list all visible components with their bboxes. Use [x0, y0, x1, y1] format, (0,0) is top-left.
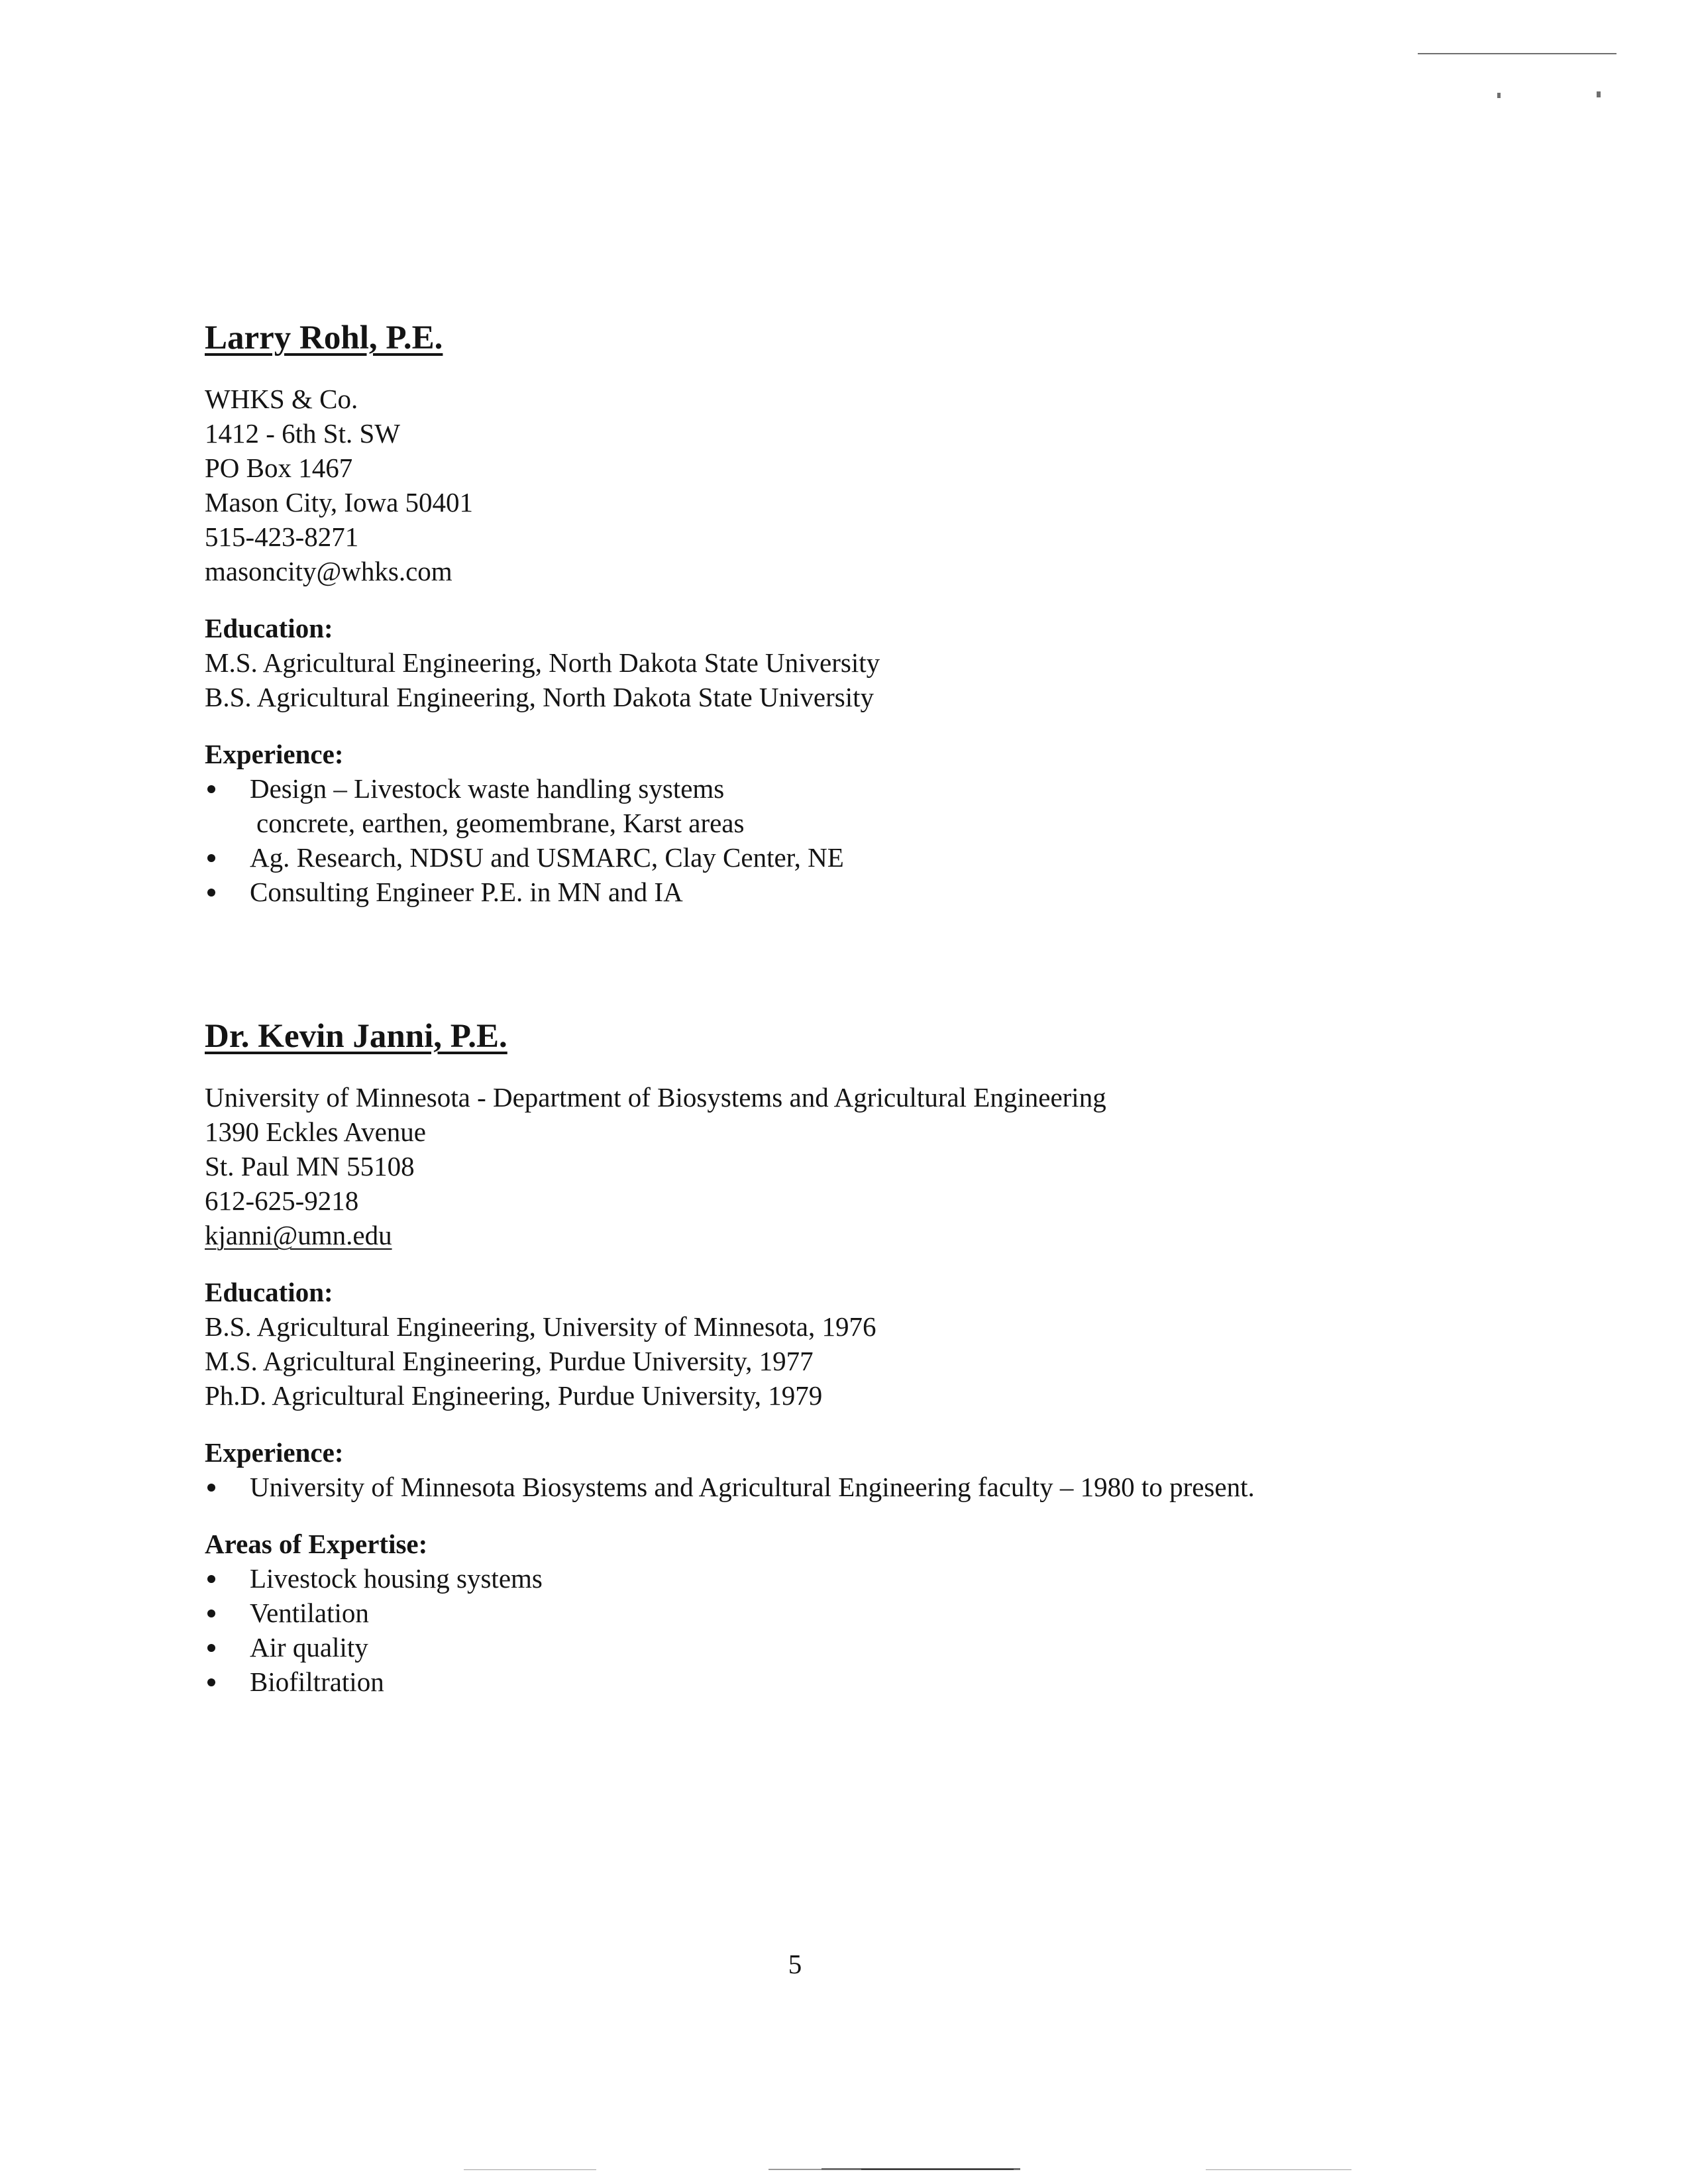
education-section: [205, 611, 1530, 714]
scan-artifact: [1597, 91, 1601, 97]
phone-number: 612-625-9218: [205, 1185, 359, 1216]
bullet-icon: [207, 1484, 215, 1492]
experience-text: Ag. Research, NDSU and USMARC, Clay Center, NE: [250, 842, 844, 873]
expertise-text: Ventilation: [250, 1598, 369, 1628]
profile-name: Larry Rohl, P.E.: [205, 319, 443, 356]
list-item: [205, 1596, 1530, 1630]
education-heading: Education:: [205, 1277, 333, 1307]
contact-block: [205, 1080, 1530, 1252]
po-box: PO Box 1467: [205, 453, 353, 483]
expertise-text: Livestock housing systems: [250, 1563, 543, 1594]
list-item: [205, 771, 1530, 840]
education-section: [205, 1275, 1530, 1413]
education-entry: M.S. Agricultural Engineering, North Dakota State University: [205, 647, 880, 678]
scan-artifact: [464, 2169, 596, 2170]
list-item: [205, 840, 1530, 875]
expertise-section: [205, 1527, 1530, 1699]
list-item: [205, 1630, 1530, 1665]
department-name: University of Minnesota - Department of Biosystems and Agricultural Engineering: [205, 1082, 1106, 1113]
list-item: [205, 1470, 1530, 1504]
profile-kevin-janni: [205, 1015, 1530, 1699]
list-item: [205, 875, 1530, 909]
expertise-text: Biofiltration: [250, 1666, 384, 1697]
education-heading: Education:: [205, 613, 333, 643]
education-entry: B.S. Agricultural Engineering, North Dakota State University: [205, 682, 874, 712]
bullet-icon: [207, 785, 215, 793]
city-state-zip: Mason City, Iowa 50401: [205, 487, 474, 518]
street-address: 1412 - 6th St. SW: [205, 418, 400, 449]
bullet-icon: [207, 889, 215, 897]
experience-section: [205, 1435, 1530, 1504]
education-entry: M.S. Agricultural Engineering, Purdue University, 1977: [205, 1346, 814, 1376]
experience-text: Consulting Engineer P.E. in MN and IA: [250, 877, 683, 907]
email-address: masoncity@whks.com: [205, 556, 452, 586]
contact-block: [205, 382, 1530, 588]
expertise-list: [205, 1561, 1530, 1699]
bullet-icon: [207, 1610, 215, 1617]
expertise-text: Air quality: [250, 1632, 368, 1663]
profile-name: Dr. Kevin Janni, P.E.: [205, 1018, 507, 1055]
experience-text: Design – Livestock waste handling systems: [250, 773, 725, 804]
city-state-zip: St. Paul MN 55108: [205, 1151, 415, 1181]
scan-artifact: [768, 2169, 822, 2170]
experience-list: [205, 1470, 1530, 1504]
scan-artifact: [1206, 2169, 1352, 2170]
scan-artifact: [1497, 93, 1501, 98]
experience-heading: Experience:: [205, 1437, 344, 1468]
page-number: 5: [788, 1949, 802, 1979]
list-item: [205, 1665, 1530, 1699]
education-entry: B.S. Agricultural Engineering, University of Minnesota, 1976: [205, 1311, 876, 1342]
education-entry: Ph.D. Agricultural Engineering, Purdue University, 1979: [205, 1380, 823, 1411]
experience-subtext: concrete, earthen, geomembrane, Karst areas: [256, 808, 745, 838]
experience-list: [205, 771, 1530, 909]
email-link[interactable]: kjanni@umn.edu: [205, 1220, 392, 1250]
list-item: [205, 1561, 1530, 1596]
expertise-heading: Areas of Expertise:: [205, 1529, 428, 1559]
bullet-icon: [207, 854, 215, 862]
street-address: 1390 Eckles Avenue: [205, 1117, 426, 1147]
experience-section: [205, 737, 1530, 909]
bullet-icon: [207, 1678, 215, 1686]
phone-number: 515-423-8271: [205, 521, 359, 552]
company-name: WHKS & Co.: [205, 384, 358, 414]
profile-larry-rohl: [205, 317, 1530, 909]
scan-artifact: [861, 2169, 1014, 2170]
scan-artifact: [1537, 53, 1616, 54]
experience-heading: Experience:: [205, 739, 344, 769]
experience-text: University of Minnesota Biosystems and Agricultural Engineering faculty – 1980 to present.: [250, 1472, 1255, 1502]
bullet-icon: [207, 1575, 215, 1583]
bullet-icon: [207, 1644, 215, 1652]
